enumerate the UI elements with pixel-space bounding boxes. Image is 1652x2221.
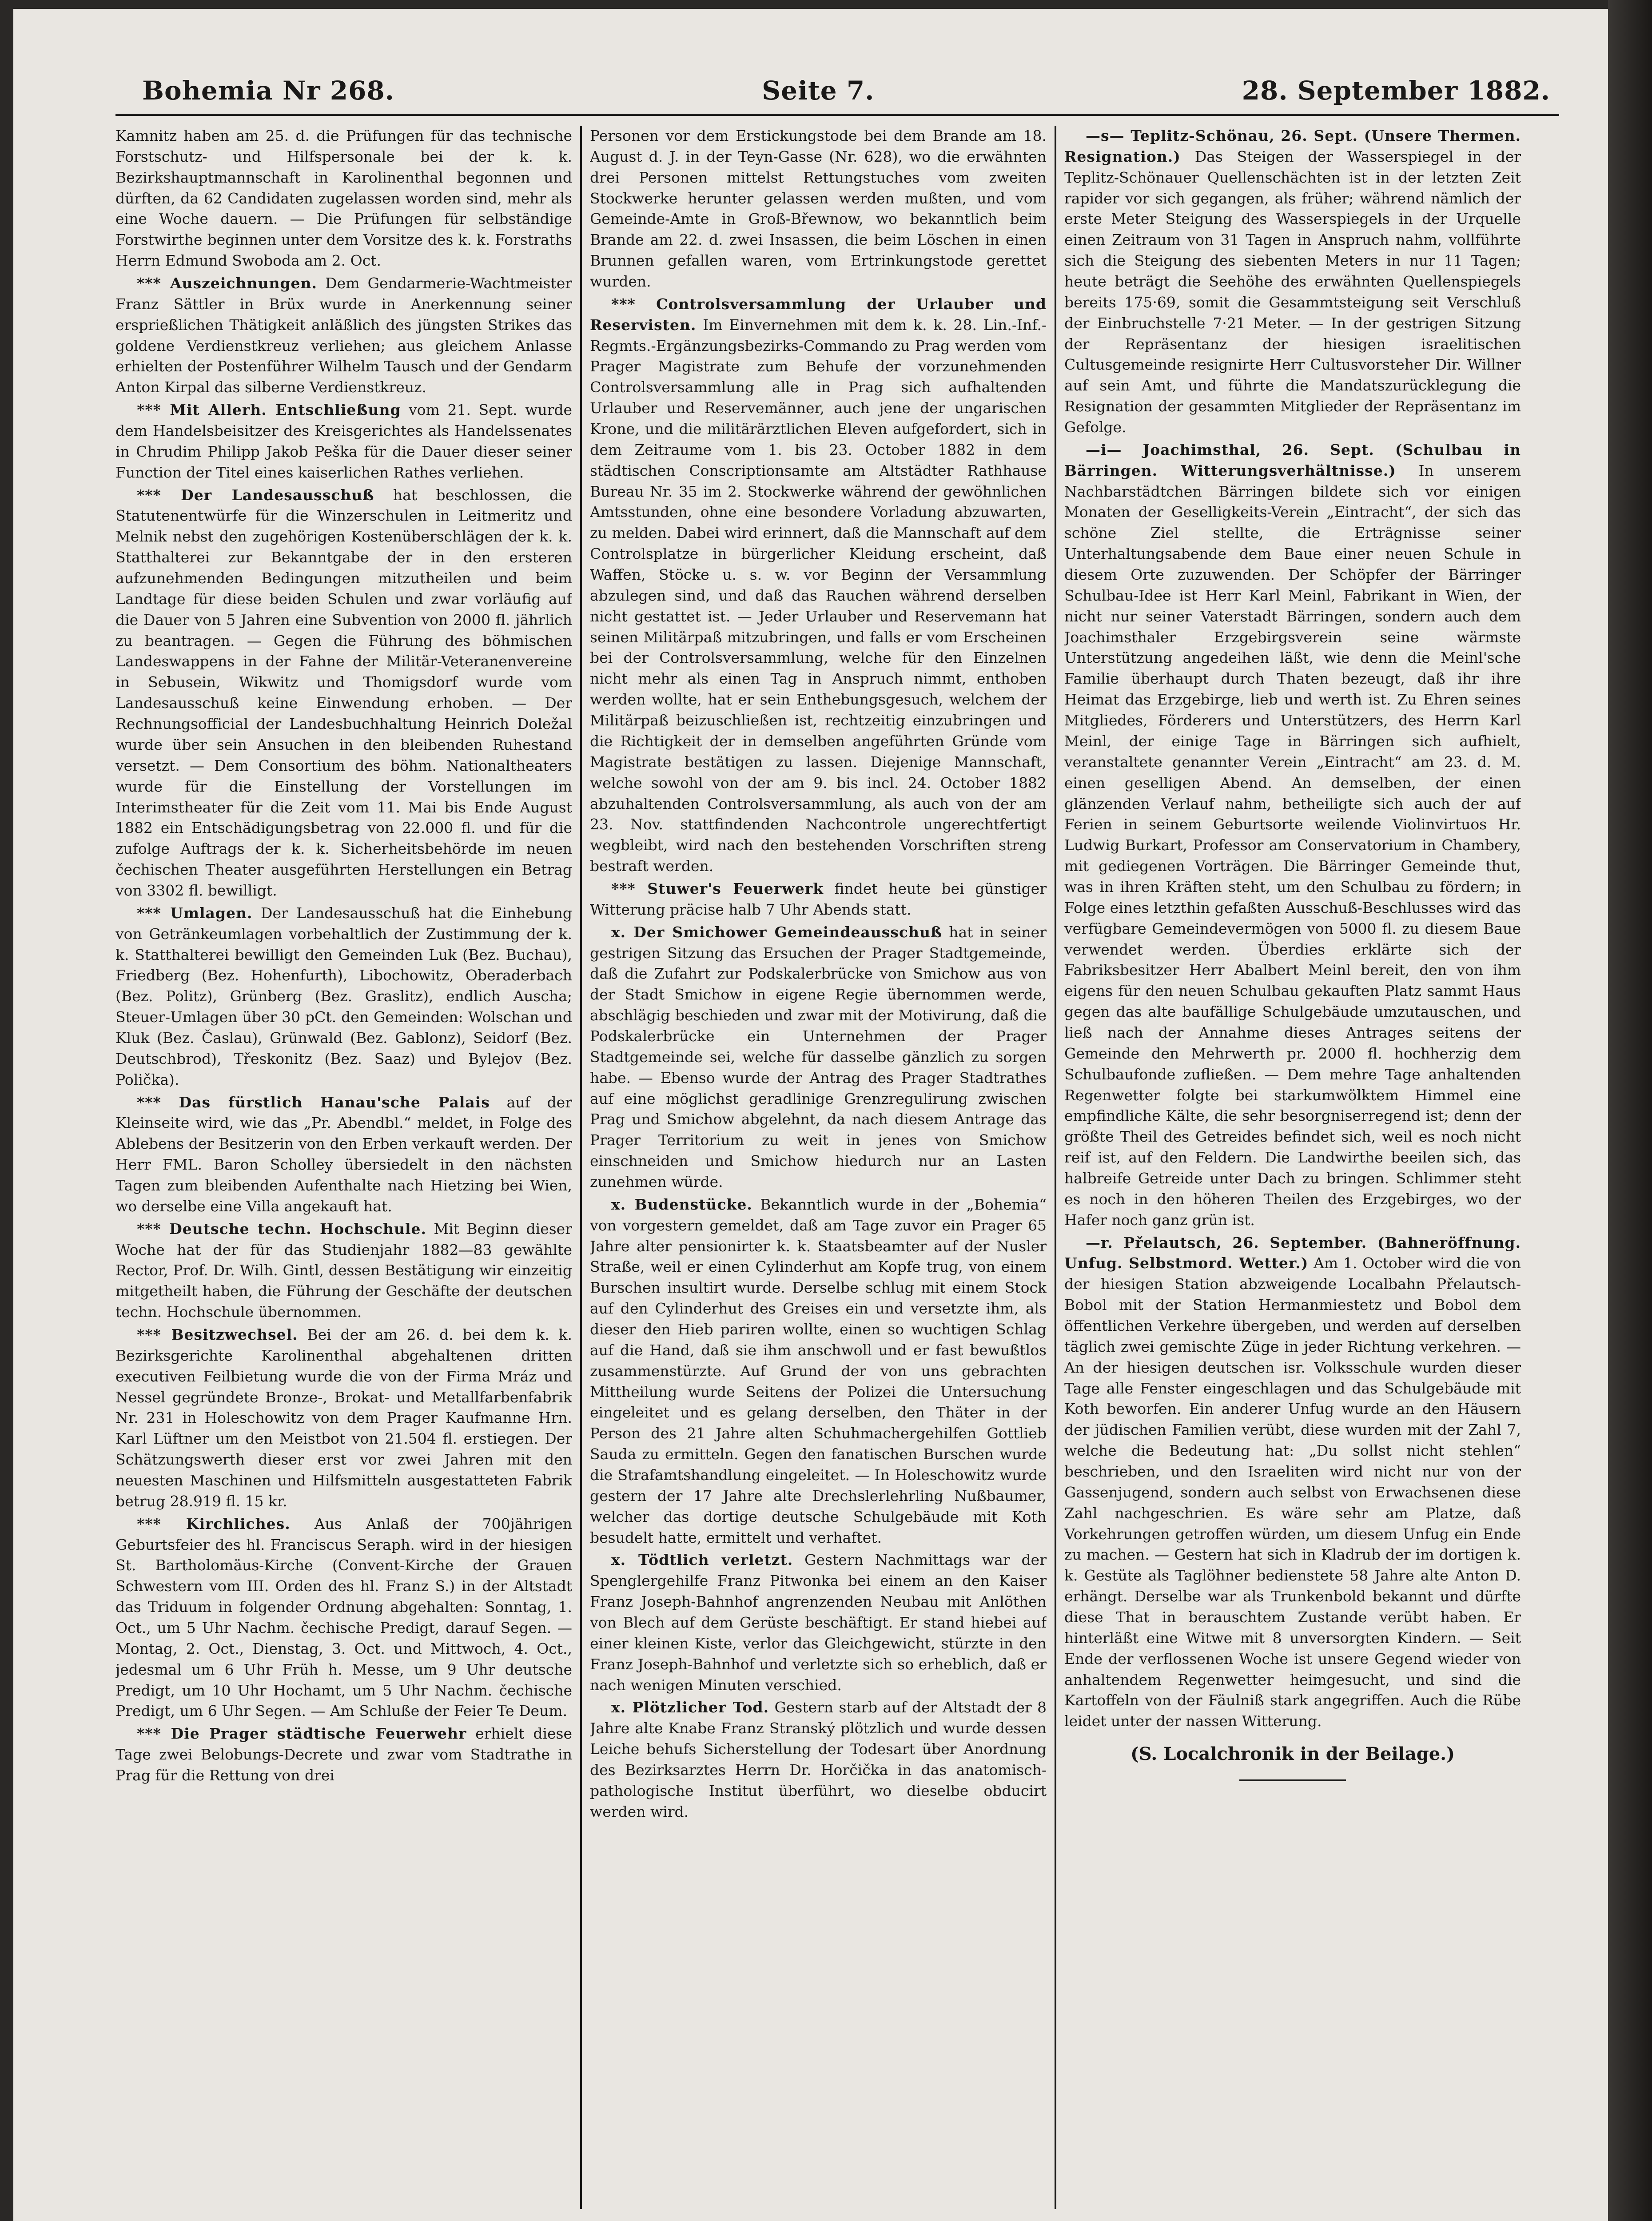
column-2 [590, 126, 1047, 2209]
article-text: Dem Gendarmerie-Wachtmeister Franz Sättler in Brüx wurde in Anerkennung seiner ersprießlichen Thätigkeit anläßlich des jüngsten Strikes das goldene Verdienstkreuz verliehen; aus gleichem Anlasse erhielten der Postenführer Wilhelm Tausch und der Gendarm Anton Kirpal das silberne Verdienstkreuz. [115, 275, 572, 396]
article-paragraph [590, 294, 1047, 877]
article-text: vom 21. Sept. wurde dem Handelsbeisitzer des Kreisgerichtes als Handelssenates in Chrudim Philipp Jakob Peška für die Dauer dieser seiner Function der Titel eines kaiserlichen Rathes verliehen. [115, 401, 572, 481]
article-heading: *** Deutsche techn. Hochschule. [137, 1220, 426, 1238]
article-paragraph [1064, 1233, 1521, 1732]
article-heading: x. Plötzlicher Tod. [611, 1699, 769, 1716]
article-heading: *** Der Landesausschuß [137, 486, 374, 504]
masthead [115, 76, 1559, 116]
article-heading: *** Stuwer's Feuerwerk [611, 880, 824, 897]
article-text: Das Steigen der Wasserspiegel in der Teplitz-Schönauer Quellenschächten ist in der letzten Zeit rapider vor sich gegangen, als früher; während nämlich der erste Meter Steigung des Wasserspiegels in der Urquelle einen Zeitraum von 31 Tagen in Anspruch nahm, vollführte sich die Steigung des siebenten Meters in nur 11 Tagen; heute beträgt die Seehöhe des erwähnten Quellenspiegels bereits 175·69, somit die Gesammtsteigung seit Verschluß der Einbruchstelle 7·21 Meter. — In der gestrigen Sitzung der Repräsentanz der hiesigen israelitischen Cultusgemeinde resignirte Herr Cultusvorsteher Dir. Willner auf sein Amt, und führte die Mandatszurücklegung die Resignation der gesammten Mitglieder der Repräsentanz im Gefolge. [1064, 147, 1521, 436]
article-text: Im Einvernehmen mit dem k. k. 28. Lin.-Inf.-Regmts.-Ergänzungsbezirks-Commando zu Prag werden vom Prager Magistrate zum Behufe der vorzunehmenden Controlsversammlung alle in Prag sich aufhaltenden Urlauber und Reservemänner, auch jene der ungarischen Krone, und die militärärztlichen Eleven aufgefordert, sich in dem Zeitraume vom 1. bis 23. October 1882 in dem städtischen Conscriptionsamte am Altstädter Rathhause Bureau Nr. 35 im 2. Stockwerke während der gewöhnlichen Amtsstunden, ohne eine besondere Vorladung abzuwarten, zu melden. Dabei wird erinnert, daß die Mannschaft auf dem Controlsplatze in bürgerlicher Kleidung erscheint, daß Waffen, Stöcke u. s. w. vor Beginn der Versammlung abzulegen sind, und daß das Rauchen während derselben nicht gestattet ist. — Jeder Urlauber und Reservemann hat seinen Militärpaß mitzubringen, und falls er vom Erscheinen bei der Controlsversammlung, welche für den Einzelnen nicht mehr als einen Tag in Anspruch nimmt, enthoben werden wollte, hat er sein Enthebungsgesuch, welchem der Militärpaß beizuschließen ist, rechtzeitig einzubringen und die Richtigkeit der in demselben angeführten Gründe vom Magistrate bestätigen zu lassen. Diejenige Mannschaft, welche sowohl von der am 9. bis incl. 24. October 1882 abzuhaltenden Controlsversammlung, als auch von der am 23. Nov. stattfindenden Nachcontrole ungerechtfertigt wegbleibt, wird nach den bestehenden Vorschriften streng bestraft werden. [590, 316, 1047, 875]
article-heading: —r. Přelautsch, 26. September. (Bahneröffnung. Unfug. Selbstmord. Wetter.) [1064, 1234, 1521, 1272]
article-paragraph [115, 126, 572, 271]
article-text: Bekanntlich wurde in der „Bohemia“ von vorgestern gemeldet, daß am Tage zuvor ein Prager 65 Jahre alter pensionirter k. k. Staatsbeamter auf der Nusler Straße, weil er einen Cylinderhut am Kopfe trug, von einem Burschen insultirt wurde. Derselbe schlug mit einem Stock auf den Cylinderhut des Greises ein und versetzte ihm, als dieser den Hieb pariren wollte, einen so wuchtigen Schlag auf die Hand, daß sie ihm anschwoll und er fast bewußtlos zusammenstürzte. Auf Grund der von uns gebrachten Mittheilung wurde Seitens der Polizei die Untersuchung eingeleitet und es gelang derselben, den Thäter in der Person des 21 Jahre alten Schuhmachergehilfen Gottlieb Sauda zu ermitteln. Gegen den fanatischen Burschen wurde die Strafamtshandlung eingeleitet. — In Holeschowitz wurde gestern der 17 Jahre alte Drechslerlehrling Nußbaumer, welcher das dortige deutsche Schulgebäude mit Koth besudelt hatte, ermittelt und verhaftet. [590, 1195, 1047, 1546]
article-text: Gestern Nachmittags war der Spenglergehilfe Franz Pitwonka bei einem an den Kaiser Franz Joseph-Bahnhof angrenzenden Neubau mit Anlöthen von Blech auf dem Gerüste beschäftigt. Er stand hiebei auf einer kleinen Kiste, verlor das Gleichgewicht, stürzte in den Franz Joseph-Bahnhof und verletzte sich so erheblich, daß er nach wenigen Minuten verschied. [590, 1551, 1047, 1694]
article-text: Am 1. October wird die von der hiesigen Station abzweigende Localbahn Přelautsch-Bobol mit der Station Hermanmiestetz und Bobol dem öffentlichen Verkehre übergeben, und werden auf derselben täglich zwei gemischte Züge in jeder Richtung verkehren. — An der hiesigen deutschen isr. Volksschule wurden dieser Tage alle Fenster eingeschlagen und das Schulgebäude mit Koth beworfen. Ein anderer Unfug wurde an den Häusern der jüdischen Familien verübt, diese wurden mit der Zahl 7, welche die Bedeutung hat: „Du sollst nicht stehlen“ beschrieben, und den Israeliten wird nicht nur von der Gassenjugend, sondern auch selbst von Erwachsenen diese Zahl nachgeschrien. Es wäre sehr am Platze, daß Vorkehrungen getroffen würden, um diesem Unfug ein Ende zu machen. — Gestern hat sich in Kladrub der im dortigen k. k. Gestüte als Taglöhner bedienstete 58 Jahre alte Anton D. erhängt. Derselbe war als Trunkenbold bekannt und dürfte diese That in berauschtem Zustande verübt haben. Er hinterläßt eine Witwe mit 8 unversorgten Kindern. — Seit Ende der verflossenen Woche ist unsere Gegend wieder von anhaltendem Regenwetter heimgesucht, und sind die Kartoffeln von der Fäulniß stark angegriffen. Auch die Rübe leidet unter der nassen Witterung. [1064, 1254, 1521, 1730]
article-text: Personen vor dem Erstickungstode bei dem Brande am 18. August d. J. in der Teyn-Gasse (Nr. 628), wo die erwähnten drei Personen mittelst Rettungstuches vom zweiten Stockwerke herunter gelassen werden mußten, und vom Gemeinde-Amte in Groß-Břewnow, wo bekanntlich beim Brande am 22. d. zwei Insassen, die beim Löschen in einen Brunnen gefallen waren, vom Ertrinkungstode gerettet wurden. [590, 127, 1047, 291]
article-paragraph [115, 1514, 572, 1722]
article-heading: *** Mit Allerh. Entschließung [137, 401, 401, 419]
article-heading: *** Besitzwechsel. [137, 1325, 298, 1343]
newspaper-page [13, 9, 1608, 2221]
article-paragraph [115, 1325, 572, 1512]
article-paragraph [115, 1219, 572, 1323]
article-heading: x. Tödtlich verletzt. [611, 1551, 793, 1569]
article-paragraph [1064, 126, 1521, 438]
columns [115, 126, 1559, 2209]
article-heading: *** Kirchliches. [137, 1515, 291, 1532]
article-paragraph [115, 1723, 572, 1786]
column-3 [1064, 126, 1521, 2209]
article-text: hat in seiner gestrigen Sitzung das Ersuchen der Prager Stadtgemeinde, daß die Zufahrt zur Podskalerbrücke von Smichow aus von der Stadt Smichow in eigene Regie übernommen werde, abschlägig beschieden und zwar mit der Motivirung, daß die Podskalerbrücke ein Unternehmen der Prager Stadtgemeinde sei, welche für dasselbe gänzlich zu sorgen habe. — Ebenso wurde der Antrag des Prager Stadtrathes auf eine möglichst geradlinige Grenzregulirung zwischen Prag und Smichow abgelehnt, da nach diesem Antrage das Prager Territorium zu weit in jenes von Smichow einschneiden und Smichow hiedurch nur an Lasten zunehmen würde. [590, 923, 1047, 1190]
article-text: erhielt diese Tage zwei Belobungs-Decrete und zwar vom Stadtrathe in Prag für die Rettung von drei [115, 1725, 572, 1784]
scan-edge [1608, 0, 1652, 2221]
article-text: findet heute bei günstiger Witterung präcise halb 7 Uhr Abends statt. [590, 880, 1047, 918]
article-heading: *** Die Prager städtische Feuerwehr [137, 1725, 467, 1743]
article-heading: *** Auszeichnungen. [137, 275, 318, 292]
column-rule-2 [1055, 126, 1056, 2209]
article-text: In unserem Nachbarstädtchen Bärringen bildete sich vor einigen Monaten der Geselligkeits-Verein „Eintracht“, der sich das schöne Ziel stellte, die Erträgnisse seiner Unterhaltungsabende dem Baue einer neuen Schule in diesem Orte zuzuwenden. Der Schöpfer der Bärringer Schulbau-Idee ist Herr Karl Meinl, Fabrikant in Wien, der nicht nur seiner Vaterstadt Bärringen, sondern auch dem Joachimsthaler Erzgebirgsverein seine wärmste Unterstützung angedeihen läßt, wie denn die Meinl'sche Familie überhaupt durch Thaten bezeugt, daß ihr ihre Heimat das Erzgebirge, lieb und werth ist. Zu Ehren seines Mitgliedes, Förderers und Unterstützers, des Herrn Karl Meinl, der einige Tage in Bärringen sich aufhielt, veranstaltete genannter Verein „Eintracht“ am 23. d. M. einen geselligen Abend. An demselben, der einen glänzenden Verlauf nahm, betheiligte sich auch der auf Ferien in seinem Geburtsorte weilende Violinvirtuos Hr. Ludwig Burkart, Professor am Conservatorium in Chambery, mit gediegenen Vorträgen. Die Bärringer Gemeinde thut, was in ihren Kräften steht, um den Schulbau zu fördern; in Folge eines letzthin gefaßten Ausschuß-Beschlusses wird das verfügbare Gemeindevermögen von 5000 fl. zu diesem Baue verwendet werden. Überdies erklärte sich der Fabriksbesitzer Herr Abalbert Meinl bereit, den von ihm eigens für den neuen Schulbau gekauften Platz sammt Haus gegen das alte baufällige Schulgebäude umzutauschen, und ließ nach der Annahme dieses Antrages seitens der Gemeinde den Mehrwerth pr. 2000 fl. hochherzig dem Schulbaufonde zufließen. — Dem mehre Tage anhaltenden Regenwetter folgte bei starkumwölktem Himmel eine empfindliche Kälte, die sehr besorgniserregend ist; denn der größte Theil des Getreides befindet sich, weil es noch nicht reif ist, auf den Feldern. Die Landwirthe beeilen sich, das halbreife Getreide unter Dach zu bringen. Schlimmer steht es noch in den höheren Theilen des Erzgebirges, wo der Hafer noch ganz grün ist. [1064, 462, 1521, 1229]
localchronik-note: (S. Localchronik in der Beilage.) [1130, 1743, 1455, 1765]
masthead-right: 28. September 1882. [1242, 76, 1550, 106]
article-heading: —s— Teplitz-Schönau, 26. Sept. (Unsere Thermen. Resignation.) [1064, 127, 1521, 165]
article-paragraph [590, 922, 1047, 1193]
article-paragraph [590, 126, 1047, 292]
masthead-center: Seite 7. [762, 76, 875, 106]
article-text: Mit Beginn dieser Woche hat der für das Studienjahr 1882—83 gewählte Rector, Prof. Dr. Wilh. Gintl, dessen Bestätigung wir einzeitig mitgetheilt haben, die Führung der Geschäfte der deutschen techn. Hochschule übernommen. [115, 1220, 572, 1321]
masthead-left: Bohemia Nr 268. [142, 76, 394, 106]
article-paragraph [590, 1194, 1047, 1548]
article-text: hat beschlossen, die Statutenentwürfe für die Winzerschulen in Leitmeritz und Melnik nebst den zugehörigen Kostenüberschlägen der k. k. Statthalterei zur Bekanntgabe der in den ersteren aufzunehmenden Bedingungen mitzutheilen und beim Landtage für diese beiden Schulen und zwar vorläufig auf die Dauer von 5 Jahren eine Subvention von 2000 fl. jährlich zu beantragen. — Gegen die Führung des böhmischen Landeswappens in der Fahne der Militär-Veteranenvereine in Sebusein, Wikwitz und Thomigsdorf wurde vom Landesausschuß keine Einwendung erhoben. — Der Rechnungsofficial der Landesbuchhaltung Heinrich Doležal wurde über sein Ansuchen in den bleibenden Ruhestand versetzt. — Dem Consortium des böhm. Nationaltheaters wurde für die Einstellung der Vorstellungen im Interimstheater für die Zeit vom 11. Mai bis Ende August 1882 ein Entschädigungsbetrag von 22.000 fl. und für die zufolge Auftrags der k. k. Sicherheitsbehörde im neuen čechischen Theater ausgeführten Herstellungen ein Betrag von 3302 fl. bewilligt. [115, 486, 572, 899]
article-paragraph [115, 903, 572, 1091]
end-rule [1239, 1779, 1346, 1781]
column-1 [115, 126, 572, 2209]
article-text: auf der Kleinseite wird, wie das „Pr. Abendbl.“ meldet, in Folge des Ablebens der Besitzerin von den Erben verkauft werden. Der Herr FML. Baron Scholley übersiedelt in den nächsten Tagen zum bleibenden Aufenthalte nach Hietzing bei Wien, wo derselbe eine Villa angekauft hat. [115, 1093, 572, 1215]
article-heading: x. Budenstücke. [611, 1195, 752, 1213]
article-text: Der Landesausschuß hat die Einhebung von Getränkeumlagen vorbehaltlich der Zustimmung der k. k. Statthalterei bewilligt den Gemeinden Luk (Bez. Buchau), Friedberg (Bez. Hohenfurth), Libochowitz, Oberaderbach (Bez. Politz), Grünberg (Bez. Graslitz), endlich Auscha; Steuer-Umlagen über 30 pCt. den Gemeinden: Wolschan und Kluk (Bez. Časlau), Grünwald (Bez. Gablonz), Seidorf (Bez. Deutschbrod), Třeskonitz (Bez. Saaz) und Bylejov (Bez. Polička). [115, 904, 572, 1088]
article-paragraph [115, 1092, 572, 1217]
article-paragraph [115, 485, 572, 901]
column-rule-1 [580, 126, 582, 2209]
article-heading: *** Controlsversammlung der Urlauber und Reservisten. [590, 295, 1047, 334]
article-heading: *** Das fürstlich Hanau'sche Palais [137, 1093, 490, 1111]
article-paragraph [115, 273, 572, 398]
article-text: Gestern starb auf der Altstadt der 8 Jahre alte Knabe Franz Stranský plötzlich und wurde dessen Leiche behufs Sicherstellung der Todesart über Anordnung des Bezirksarztes Herrn Dr. Horčička in das anatomisch-pathologische Institut überführt, wo dieselbe obducirt werden wird. [590, 1699, 1047, 1820]
article-heading: *** Umlagen. [137, 904, 253, 922]
article-text: Bei der am 26. d. bei dem k. k. Bezirksgerichte Karolinenthal abgehaltenen dritten executiven Feilbietung wurde die von der Firma Mráz und Nessel gegründete Bronze-, Brokat- und Metallfarbenfabrik Nr. 231 in Holeschowitz von dem Prager Kaufmanne Hrn. Karl Lüftner um den Meistbot von 21.504 fl. erstiegen. Der Schätzungswerth dieser erst vor zwei Jahren mit den neuesten Maschinen und Hilfsmitteln ausgestatteten Fabrik betrug 28.919 fl. 15 kr. [115, 1325, 572, 1510]
article-paragraph [115, 400, 572, 483]
article-paragraph [1064, 440, 1521, 1231]
article-text: Kamnitz haben am 25. d. die Prüfungen für das technische Forstschutz- und Hilfspersonale bei der k. k. Bezirkshauptmannschaft in Karolinenthal begonnen und dürften, da 62 Candidaten zugelassen worden sind, mehr als eine Woche dauern. — Die Prüfungen für selbständige Forstwirthe beginnen unter dem Vorsitze des k. k. Forstraths Herrn Edmund Swoboda am 2. Oct. [115, 127, 572, 270]
article-paragraph [590, 1550, 1047, 1696]
article-heading: —i— Joachimsthal, 26. Sept. (Schulbau in Bärringen. Witterungsverhältnisse.) [1064, 441, 1521, 479]
article-paragraph [590, 879, 1047, 920]
article-paragraph [590, 1697, 1047, 1822]
article-text: Aus Anlaß der 700jährigen Geburtsfeier des hl. Franciscus Seraph. wird in der hiesigen St. Bartholomäus-Kirche (Convent-Kirche der Grauen Schwestern vom III. Orden des hl. Franz S.) in der Altstadt das Triduum in folgender Ordnung abgehalten: Sonntag, 1. Oct., um 5 Uhr Nachm. čechische Predigt, darauf Segen. — Montag, 2. Oct., Dienstag, 3. Oct. und Mittwoch, 4. Oct., jedesmal um 6 Uhr Früh h. Messe, um 9 Uhr deutsche Predigt, um 10 Uhr Hochamt, um 5 Uhr Nachm. čechische Predigt, um 6 Uhr Segen. — Am Schluße der Feier Te Deum. [115, 1515, 572, 1720]
article-heading: x. Der Smichower Gemeindeausschuß [611, 923, 943, 941]
